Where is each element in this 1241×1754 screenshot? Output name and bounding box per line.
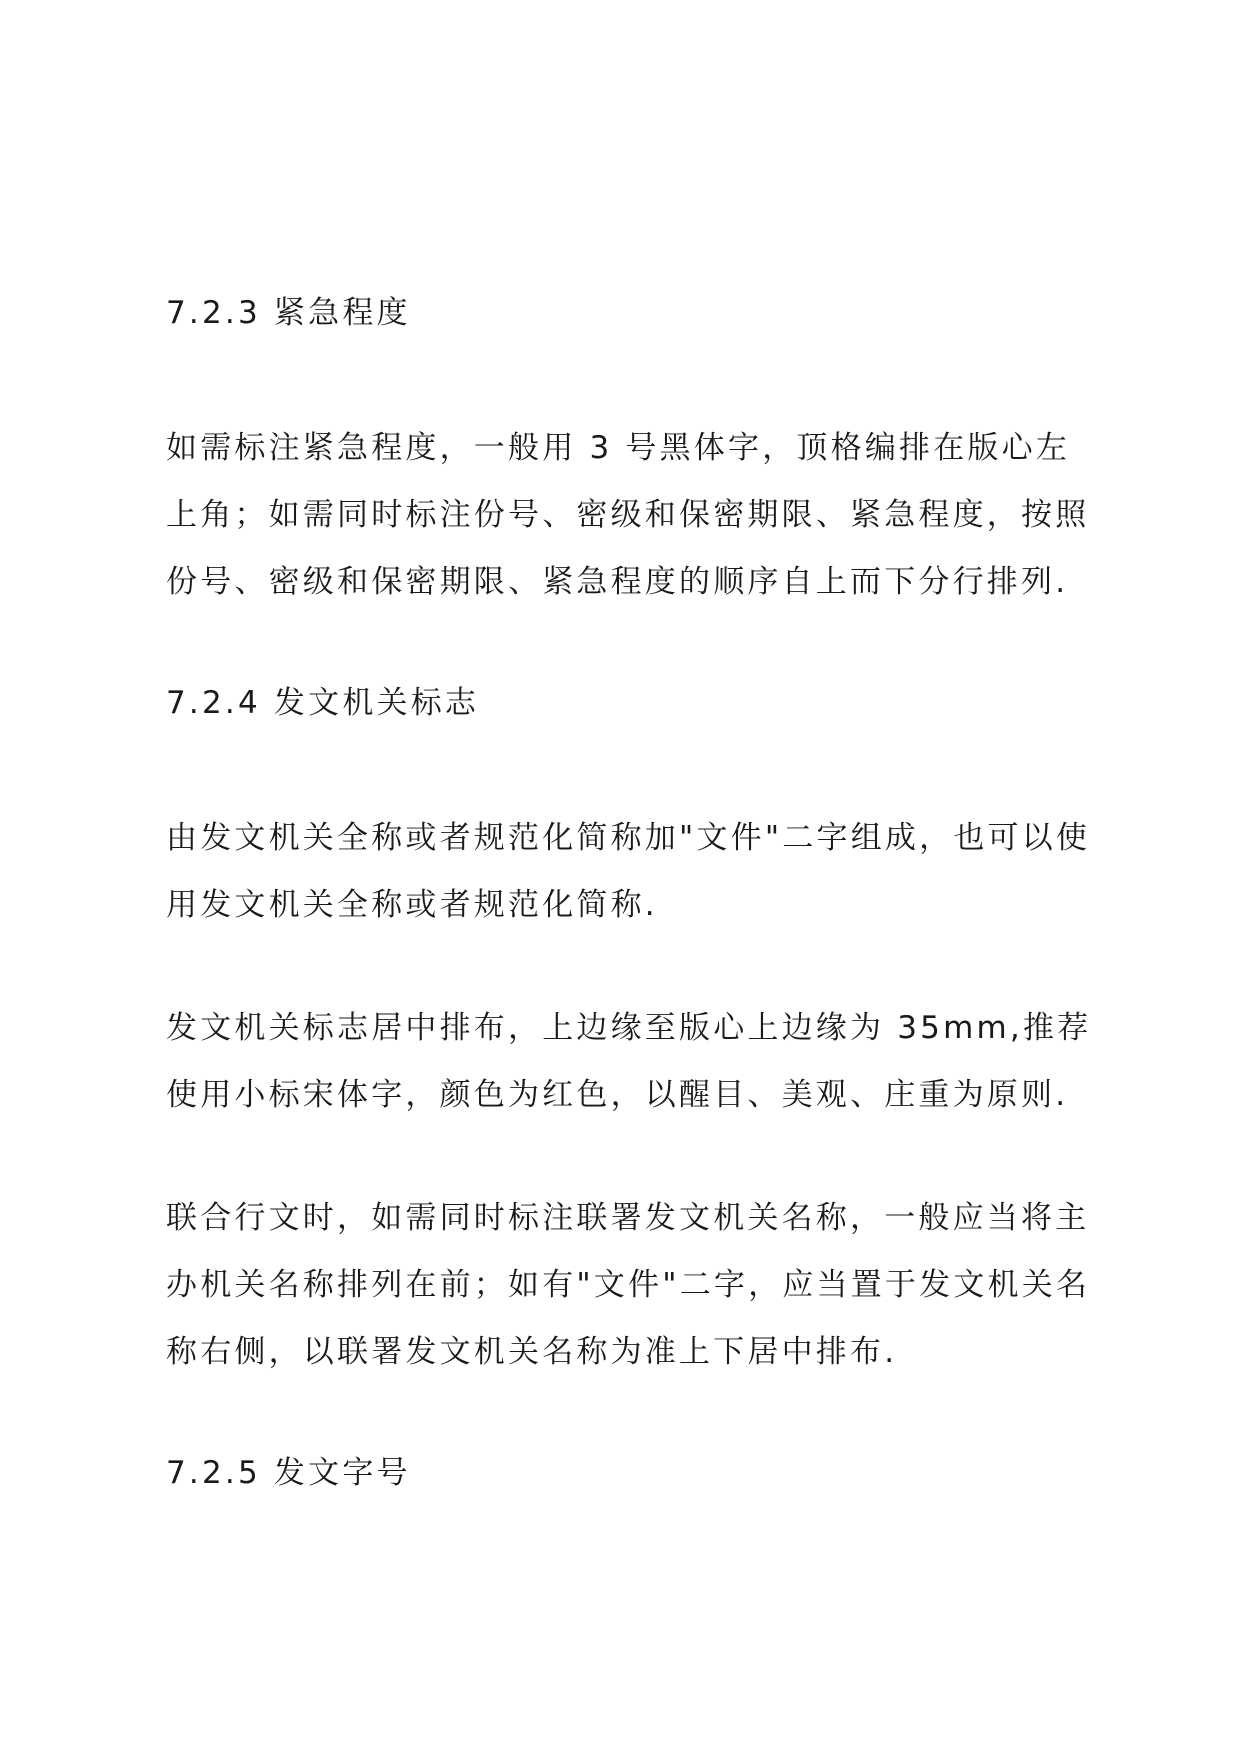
section-heading-7-2-5: 7.2.5 发文字号 — [166, 1455, 411, 1491]
paragraph-issuer-mark-layout: 发文机关标志居中排布，上边缘至版心上边缘为 35mm,推荐使用小标宋体字，颜色为红色，以醒目、美观、庄重为原则. — [166, 1010, 1092, 1113]
paragraph-issuer-mark-composition: 由发文机关全称或者规范化简称加"文件"二字组成，也可以使用发文机关全称或者规范化简称. — [166, 820, 1091, 923]
paragraph-urgency-level: 如需标注紧急程度，一般用 3 号黑体字，顶格编排在版心左上角；如需同时标注份号、密级和保密期限、紧急程度，按照份号、密级和保密期限、紧急程度的顺序自上而下分行排列. — [166, 430, 1090, 600]
section-heading-7-2-3: 7.2.3 紧急程度 — [166, 295, 411, 331]
paragraph-joint-issuance: 联合行文时，如需同时标注联署发文机关名称，一般应当将主办机关名称排列在前；如有"文件"二字，应当置于发文机关名称右侧，以联署发文机关名称为准上下居中排布. — [166, 1200, 1091, 1370]
section-heading-7-2-4: 7.2.4 发文机关标志 — [166, 685, 480, 721]
